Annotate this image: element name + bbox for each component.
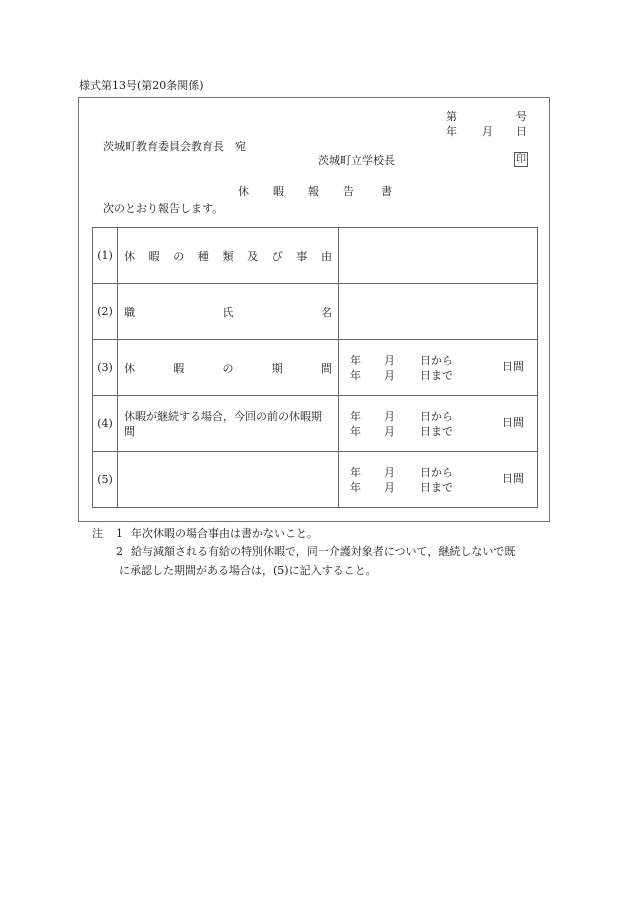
other-period-field[interactable] — [339, 452, 538, 508]
label-char: 名 — [321, 305, 332, 319]
year-label: 年 — [350, 481, 361, 494]
label-char: 休 — [124, 249, 135, 263]
leave-period-field[interactable] — [339, 340, 538, 396]
date-year: 年 — [446, 125, 457, 138]
to-label: 日まで — [420, 481, 453, 494]
days-label: 日間 — [502, 360, 524, 373]
notes-prefix: 注 — [92, 527, 103, 540]
addressee: 茨城町教育委員会教育長 宛 — [103, 140, 246, 153]
note-text-continued: に承認した期間がある場合は，(5)に記入すること。 — [119, 564, 377, 577]
from-label: 日から — [420, 410, 453, 423]
year-label: 年 — [350, 410, 361, 423]
date-range — [350, 353, 453, 383]
row-label-leave-type — [118, 228, 339, 284]
form-number: 様式第13号(第20条関係) — [79, 79, 204, 92]
month-label: 月 — [384, 425, 395, 438]
from-label: 日から — [420, 354, 453, 367]
previous-period-field[interactable] — [339, 396, 538, 452]
year-label: 年 — [350, 354, 361, 367]
label-char: び — [271, 249, 283, 263]
table-row — [93, 284, 538, 340]
label-char: 暇 — [173, 361, 185, 375]
row-number: (3) — [93, 340, 118, 396]
date-day: 日 — [516, 125, 527, 138]
title-char: 休 — [238, 185, 249, 198]
row-label-position-name — [118, 284, 339, 340]
position-name-field[interactable] — [339, 284, 538, 340]
intro-text: 次のとおり報告します。 — [103, 202, 224, 215]
label-char: 及 — [247, 249, 259, 263]
note-number: 1 — [116, 527, 123, 540]
from-label: 日から — [420, 466, 453, 479]
doc-number-suffix: 号 — [516, 110, 527, 123]
year-label: 年 — [350, 466, 361, 479]
row-number: (2) — [93, 284, 118, 340]
seal-box: 印 — [516, 154, 526, 165]
month-label: 月 — [384, 354, 395, 367]
row-number: (5) — [93, 452, 118, 508]
label-char: 暇 — [148, 249, 160, 263]
month-label: 月 — [384, 481, 395, 494]
to-label: 日まで — [420, 425, 453, 438]
label-char: 類 — [222, 249, 234, 263]
month-label: 月 — [384, 466, 395, 479]
title-char: 告 — [343, 185, 354, 198]
label-text: 休暇が継続する場合，今回の前の休暇期間 — [124, 409, 322, 438]
date-range — [350, 465, 453, 495]
sender: 茨城町立学校長 — [318, 154, 395, 167]
days-label: 日間 — [502, 472, 524, 485]
table-row — [93, 396, 538, 452]
to-label: 日まで — [420, 369, 453, 382]
row-label-previous-period — [118, 396, 339, 452]
label-char: の — [222, 361, 234, 375]
label-char: 事 — [296, 249, 308, 263]
table-row — [93, 452, 538, 508]
date-month: 月 — [482, 125, 493, 138]
date-range — [350, 409, 453, 439]
row-number: (4) — [93, 396, 118, 452]
row-number: (1) — [93, 228, 118, 284]
year-label: 年 — [350, 425, 361, 438]
title-char: 書 — [381, 185, 392, 198]
leave-type-field[interactable] — [339, 228, 538, 284]
row-label-leave-period — [118, 340, 339, 396]
note-number: 2 — [116, 545, 123, 558]
title-char: 報 — [308, 185, 319, 198]
days-label: 日間 — [502, 416, 524, 429]
title-char: 暇 — [273, 185, 284, 198]
year-label: 年 — [350, 369, 361, 382]
label-char: 氏 — [222, 305, 234, 319]
row-label-blank[interactable] — [118, 452, 339, 508]
label-char: 由 — [321, 249, 332, 263]
note-text: 給与減額される有給の特別休暇で，同一介護対象者について，継続しないで既 — [131, 545, 516, 558]
label-char: 種 — [197, 249, 209, 263]
doc-number-prefix: 第 — [446, 110, 457, 123]
table-row — [93, 340, 538, 396]
table-row — [93, 228, 538, 284]
label-char: 間 — [321, 361, 332, 375]
label-char: 期 — [271, 361, 283, 375]
month-label: 月 — [384, 369, 395, 382]
month-label: 月 — [384, 410, 395, 423]
note-text: 年次休暇の場合事由は書かないこと。 — [131, 527, 318, 540]
label-char: 休 — [124, 361, 135, 375]
report-table — [92, 227, 538, 508]
label-char: 職 — [124, 305, 135, 319]
label-char: の — [173, 249, 185, 263]
